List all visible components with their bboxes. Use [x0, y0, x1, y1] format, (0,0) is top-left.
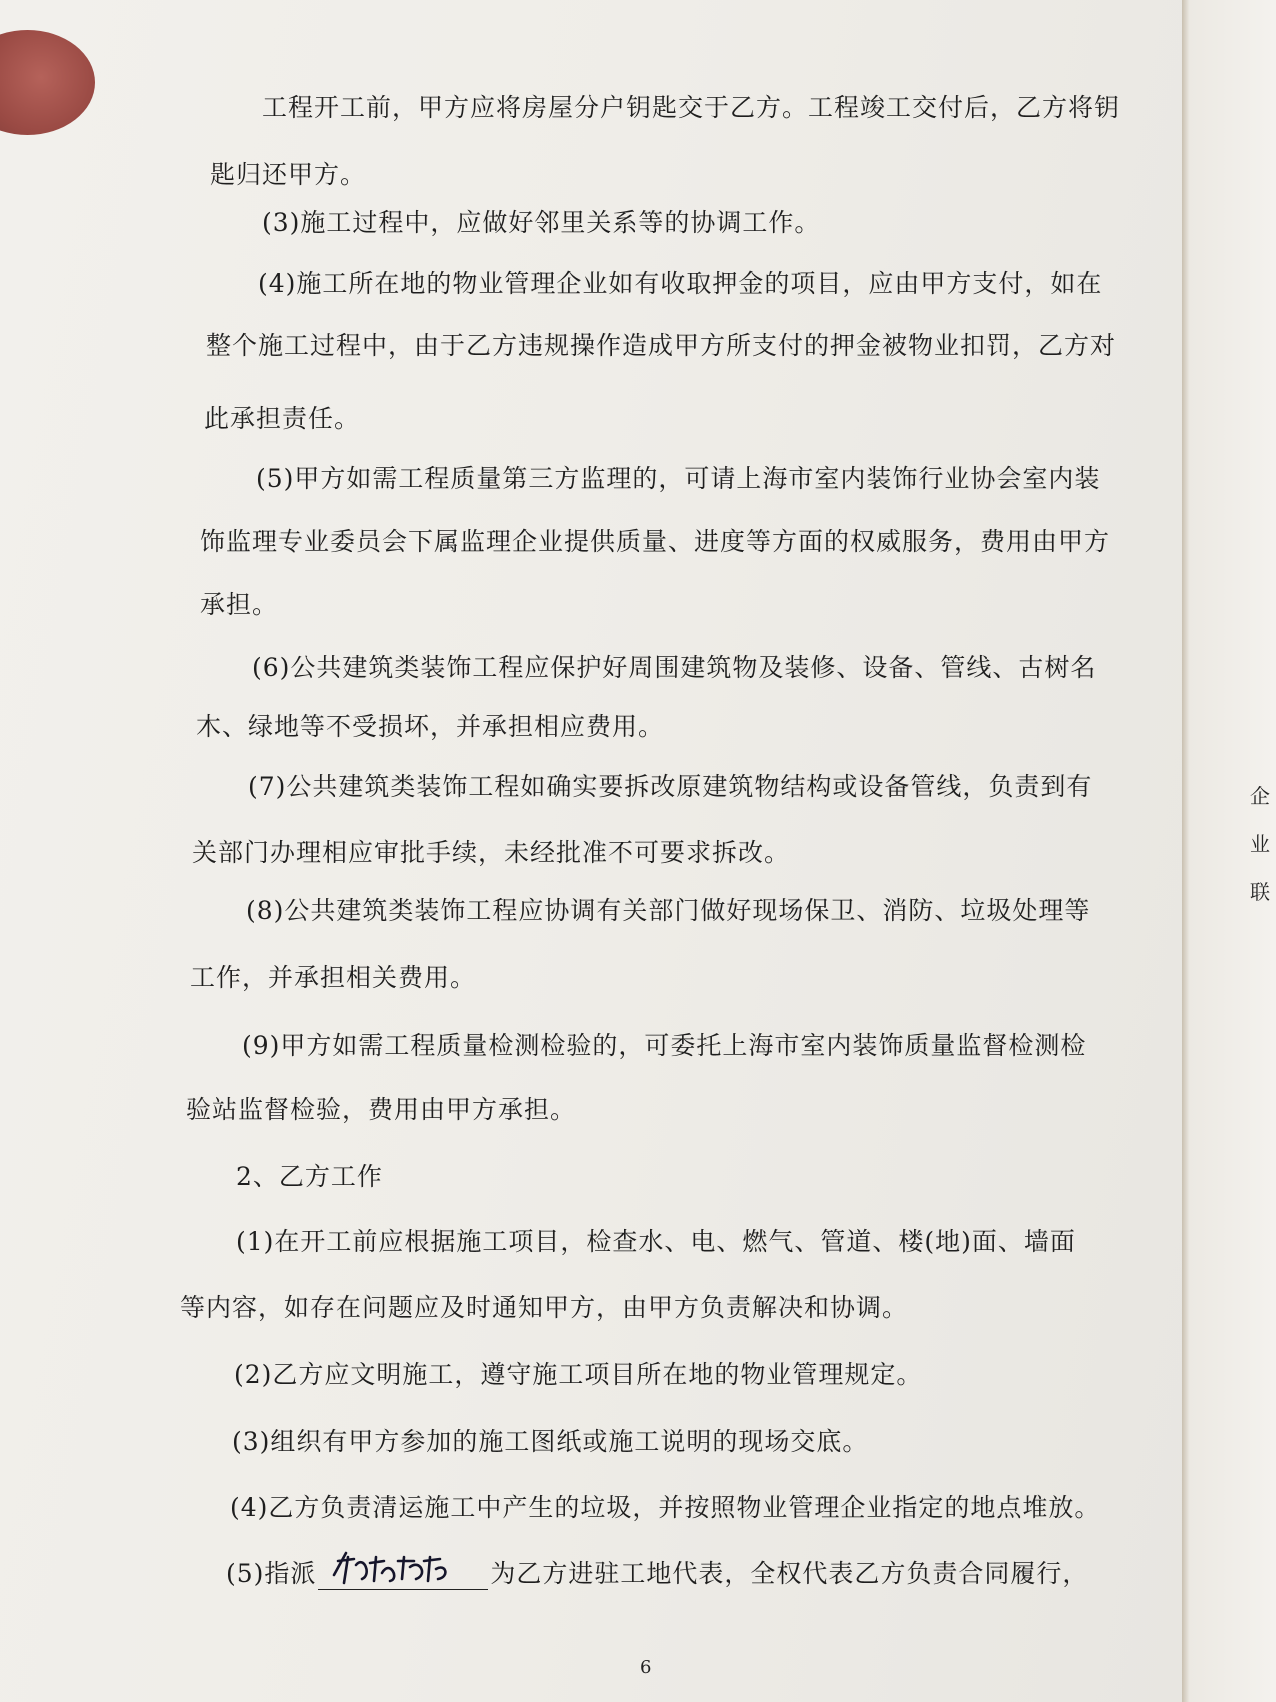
text-line-5: 整个施工过程中，由于乙方违规操作造成甲方所支付的押金被物业扣罚，乙方对 — [206, 331, 1117, 360]
text-line-6: 此承担责任。 — [204, 404, 361, 433]
text-line-20: 等内容，如存在问题应及时通知甲方，由甲方负责解决和协调。 — [180, 1293, 909, 1322]
side-label-3: 联 — [1250, 880, 1270, 904]
text-line-14: (8)公共建筑类装饰工程应协调有关部门做好现场保卫、消防、垃圾处理等 — [246, 896, 1091, 925]
text-line-24 — [226, 1554, 1088, 1590]
handwritten-signature — [324, 1545, 474, 1589]
designate-prefix: (5)指派 — [226, 1559, 317, 1588]
text-line-3: (3)施工过程中，应做好邻里关系等的协调工作。 — [262, 208, 821, 237]
text-line-15: 工作，并承担相关费用。 — [190, 963, 477, 992]
text-line-1: 工程开工前，甲方应将房屋分户钥匙交于乙方。工程竣工交付后，乙方将钥 — [262, 93, 1121, 122]
text-line-12: (7)公共建筑类装饰工程如确实要拆改原建筑物结构或设备管线，负责到有 — [248, 772, 1093, 801]
designate-suffix: 为乙方进驻工地代表，全权代表乙方负责合同履行， — [490, 1559, 1089, 1588]
section-heading: 2、乙方工作 — [236, 1162, 383, 1191]
text-line-23: (4)乙方负责清运施工中产生的垃圾，并按照物业管理企业指定的地点堆放。 — [230, 1493, 1101, 1522]
text-line-22: (3)组织有甲方参加的施工图纸或施工说明的现场交底。 — [232, 1427, 869, 1456]
text-line-9: 承担。 — [200, 590, 279, 619]
text-line-11: 木、绿地等不受损坏，并承担相应费用。 — [196, 712, 665, 741]
text-line-16: (9)甲方如需工程质量检测检验的，可委托上海市室内装饰质量监督检测检 — [242, 1031, 1087, 1060]
text-line-21: (2)乙方应文明施工，遵守施工项目所在地的物业管理规定。 — [234, 1360, 923, 1389]
text-line-4: (4)施工所在地的物业管理企业如有收取押金的项目，应由甲方支付，如在 — [258, 269, 1103, 298]
page-number: 6 — [640, 1657, 652, 1678]
side-label-2: 业 — [1250, 832, 1270, 856]
side-label-1: 企 — [1250, 784, 1270, 808]
text-line-7: (5)甲方如需工程质量第三方监理的，可请上海市室内装饰行业协会室内装 — [256, 464, 1101, 493]
text-line-17: 验站监督检验，费用由甲方承担。 — [186, 1095, 577, 1124]
text-line-19: (1)在开工前应根据施工项目，检查水、电、燃气、管道、楼(地)面、墙面 — [236, 1227, 1076, 1256]
signature-blank — [318, 1563, 488, 1590]
text-line-8: 饰监理专业委员会下属监理企业提供质量、进度等方面的权威服务，费用由甲方 — [200, 527, 1111, 556]
text-line-10: (6)公共建筑类装饰工程应保护好周围建筑物及装修、设备、管线、古树名 — [252, 653, 1097, 682]
text-line-13: 关部门办理相应审批手续，未经批准不可要求拆改。 — [192, 838, 791, 867]
text-line-2: 匙归还甲方。 — [210, 160, 367, 189]
